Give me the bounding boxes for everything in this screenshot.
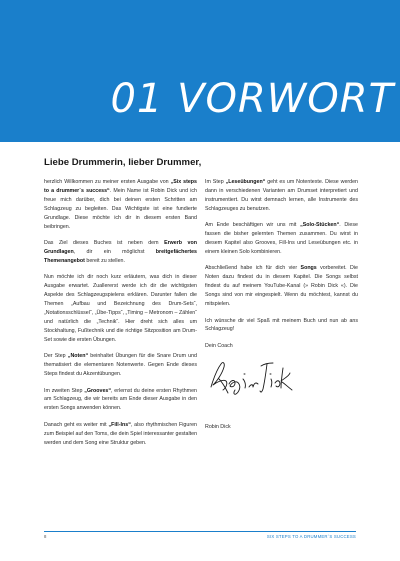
right-column [205, 178, 358, 432]
paragraph-leseuebungen: Im Step „Leseübungen“ geht es um Notentexte. Diese werden dann in verschiedenen Varianten am Drumset interpretiert und instrumentiert. Du wirst demnach lernen, alle Instrumente des Schlagzeuges zu benutzen. [205, 179, 358, 212]
greeting-heading: Liebe Drummerin, lieber Drummer, [44, 157, 202, 168]
paragraph-goal: Das Ziel dieses Buches ist neben dem Erwerb von Grundlagen, dir ein möglichst breitgefächertes Themenangebot bereit zu stellen. [44, 240, 197, 264]
signature-name: Robin Dick [205, 423, 231, 430]
paragraph-noten: Der Step „Noten“ beinhaltet Übungen für die Snare Drum und thematisiert die elementaren Notenwerte. Gegen Ende dieses Steps findest du Akzentübungen. [44, 353, 197, 377]
paragraph-songs: Abschließend habe ich für dich vier Songs vorbereitet. Die Noten dazu findest du in diesem Kapitel. Die Songs selbst findest du auf meinem YouTube-Kanal (» Robin Dick «). Die Songs sind von mir eingespielt. Wenn du möchtest, kannst du mitspielen. [205, 265, 358, 308]
handwritten-signature [205, 357, 295, 399]
header-banner [0, 0, 400, 142]
paragraph-solo: Am Ende beschäftigen wir uns mit „Solo-Stücken“. Diese fassen die bisher gelernten Themen zusammen. Du wirst in diesem Kapitel also Grooves, Fill-Ins und Leseübungen etc. in einem kleinen Solo kombinieren. [205, 222, 358, 255]
paragraph-overview: Nun möchte ich dir noch kurz erläutern, was dich in dieser Ausgabe erwartet. Zuallererst werde ich dir die wichtigsten Aspekte des Schlagzeugspielens erklären. Darunter fallen die Themen „Aufbau und Bezeichnung des Drum-Sets“, „Notationsschlüssel“, „Übe-Tipps“, „Timing – Metronom – Zählen“ und natürlich die „Technik“. Hier dreht sich alles um Stockhaltung, Fußtechnik und die richtige Sitzposition am Drum-Set sowie die ersten Übungen. [44, 274, 197, 343]
paragraph-intro: herzlich Willkommen zu meiner ersten Ausgabe von „Six steps to a drummer`s success“. Mein Name ist Robin Dick und ich freue mich darüber, dich bei deinen ersten Schritten am Schlagzeug zu begleiten. Das Wichtigste ist eine fundierte Grundlage. Diese möchte ich dir in diesem ersten Band beibringen. [44, 179, 197, 230]
book-title-footer: SIX STEPS TO A DRUMMER`S SUCCESS [266, 534, 356, 539]
signature-block [205, 342, 358, 432]
closing-text: Dein Coach [205, 342, 233, 349]
paragraph-wishes: Ich wünsche dir viel Spaß mit meinem Buch und nun ab ans Schlagzeug! [205, 317, 358, 333]
chapter-title: 01 VORWORT [110, 76, 394, 122]
left-column [44, 178, 197, 455]
page-number: 8 [44, 534, 47, 539]
paragraph-fill-ins: Danach geht es weiter mit „Fill-Ins“, also rhythmischen Figuren zum Beispiel auf den Toms, die dein Spiel interessanter gestalten werden und dem Song eine Struktur geben. [44, 421, 198, 446]
paragraph-grooves: Im zweiten Step „Grooves“, erlernst du deine ersten Rhythmen am Schlagzeug, die wir bereits am Ende dieser Ausgabe in den ersten Songs anwenden können. [44, 387, 197, 412]
footer-rule [44, 531, 356, 532]
